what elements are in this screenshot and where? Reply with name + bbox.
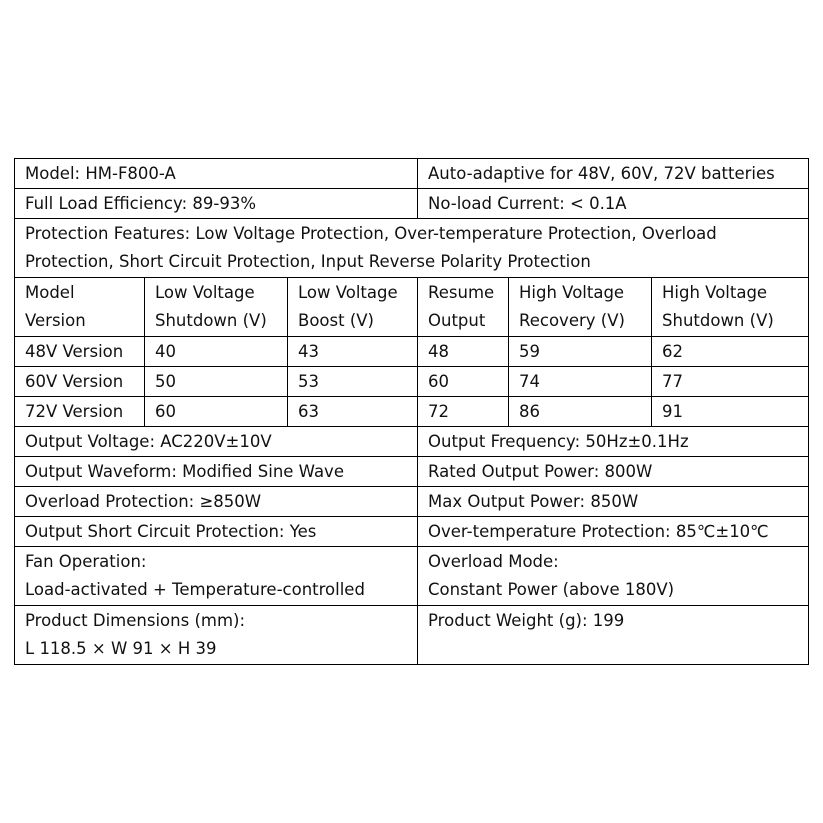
no-load-current-cell: No-load Current: < 0.1A <box>418 189 809 219</box>
row-output-waveform <box>15 457 809 487</box>
overload-mode-value: Constant Power (above 180V) <box>428 580 675 599</box>
row-efficiency <box>15 189 809 219</box>
overload-mode-cell <box>418 547 809 606</box>
dimensions-label: Product Dimensions (mm): <box>25 611 246 630</box>
table-cell: 86 <box>509 397 652 427</box>
header-low-voltage-boost: Low Voltage Boost (V) <box>288 278 418 337</box>
table-cell: 91 <box>652 397 809 427</box>
table-cell: 63 <box>288 397 418 427</box>
table-cell: 40 <box>145 337 288 367</box>
row-model <box>15 159 809 189</box>
output-frequency-cell: Output Frequency: 50Hz±0.1Hz <box>418 427 809 457</box>
row-output-voltage <box>15 427 809 457</box>
max-power-cell: Max Output Power: 850W <box>418 487 809 517</box>
short-circuit-cell: Output Short Circuit Protection: Yes <box>15 517 418 547</box>
spec-table <box>14 158 809 665</box>
row-fan-operation <box>15 547 809 606</box>
fan-operation-value: Load-activated + Temperature-controlled <box>25 580 365 599</box>
weight-cell <box>418 606 809 665</box>
protection-features-cell: Protection Features: Low Voltage Protection, Over-temperature Protection, Overload Protection, Short Circuit Protection, Input Reverse Polarity Protection <box>15 219 809 278</box>
table-cell: 48 <box>418 337 509 367</box>
table-cell: 60 <box>145 397 288 427</box>
dimensions-value: L 118.5 × W 91 × H 39 <box>25 639 217 658</box>
dimensions-cell <box>15 606 418 665</box>
over-temperature-cell: Over-temperature Protection: 85℃±10℃ <box>418 517 809 547</box>
header-resume-output: Resume Output <box>418 278 509 337</box>
table-cell: 72 <box>418 397 509 427</box>
table-cell: 59 <box>509 337 652 367</box>
table-cell: 74 <box>509 367 652 397</box>
table-row <box>15 397 809 427</box>
overload-mode-label: Overload Mode: <box>428 552 559 571</box>
fan-operation-cell <box>15 547 418 606</box>
weight-value: Product Weight (g): 199 <box>428 611 625 630</box>
efficiency-cell: Full Load Efficiency: 89-93% <box>15 189 418 219</box>
table-cell: 50 <box>145 367 288 397</box>
row-short-circuit <box>15 517 809 547</box>
fan-operation-label: Fan Operation: <box>25 552 147 571</box>
header-high-voltage-shutdown: High Voltage Shutdown (V) <box>652 278 809 337</box>
header-high-voltage-recovery: High Voltage Recovery (V) <box>509 278 652 337</box>
auto-adaptive-cell: Auto-adaptive for 48V, 60V, 72V batteries <box>418 159 809 189</box>
table-cell: 60 <box>418 367 509 397</box>
row-overload-protection <box>15 487 809 517</box>
table-row <box>15 337 809 367</box>
output-waveform-cell: Output Waveform: Modified Sine Wave <box>15 457 418 487</box>
overload-protection-cell: Overload Protection: ≥850W <box>15 487 418 517</box>
table-cell: 62 <box>652 337 809 367</box>
table-cell: 72V Version <box>15 397 145 427</box>
table-cell: 77 <box>652 367 809 397</box>
table-row <box>15 367 809 397</box>
table-cell: 60V Version <box>15 367 145 397</box>
table-cell: 43 <box>288 337 418 367</box>
row-dimensions <box>15 606 809 665</box>
header-model-version: Model Version <box>15 278 145 337</box>
rated-power-cell: Rated Output Power: 800W <box>418 457 809 487</box>
table-cell: 48V Version <box>15 337 145 367</box>
table-cell: 53 <box>288 367 418 397</box>
header-low-voltage-shutdown: Low Voltage Shutdown (V) <box>145 278 288 337</box>
output-voltage-cell: Output Voltage: AC220V±10V <box>15 427 418 457</box>
model-cell: Model: HM-F800-A <box>15 159 418 189</box>
voltage-table-header-row <box>15 278 809 337</box>
row-protection-features <box>15 219 809 278</box>
